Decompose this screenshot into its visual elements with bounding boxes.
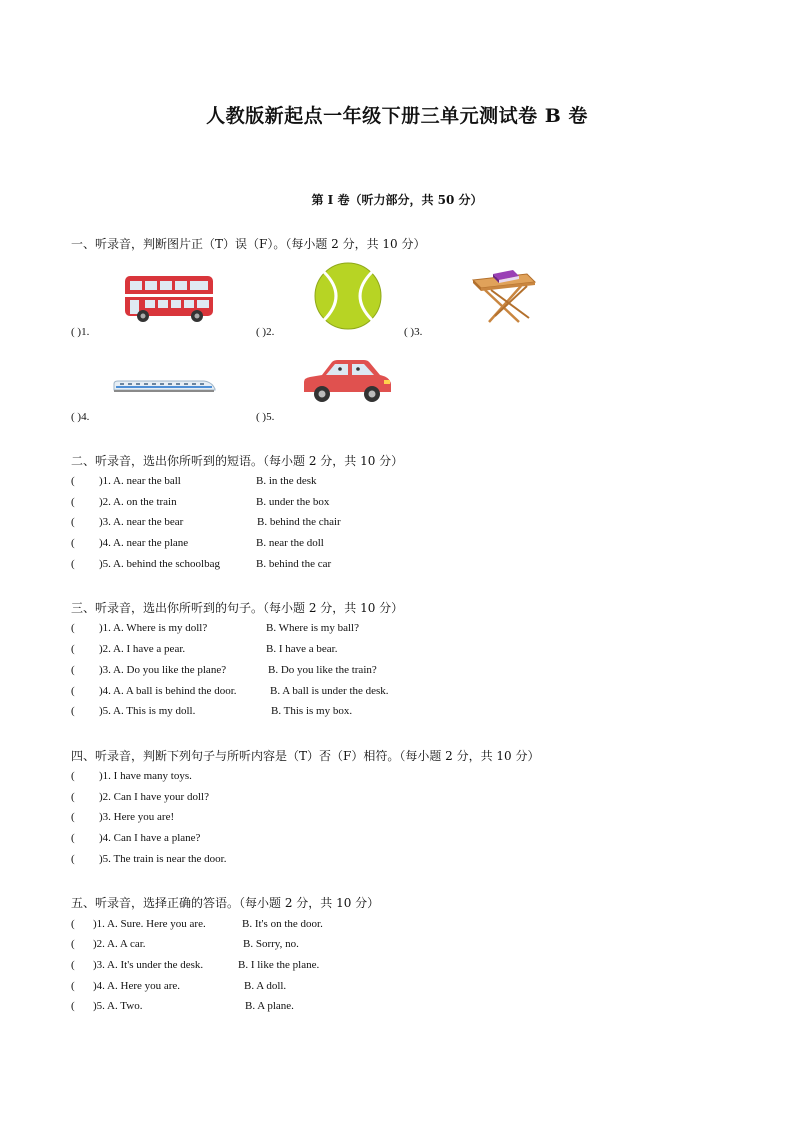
section5-heading: 五、听录音，选择正确的答语。（每小题 2 分，共 10 分） — [71, 896, 380, 910]
option-b: B. A doll. — [244, 980, 287, 992]
option-a: )2. A. on the train — [99, 496, 177, 508]
section1-item-1: ( )1. — [71, 326, 90, 338]
list-item-paren: ( — [71, 791, 75, 803]
list-item-paren: ( — [71, 832, 75, 844]
statement: )2. Can I have your doll? — [99, 791, 209, 803]
section1-item-4: ( )4. — [71, 411, 90, 423]
option-a: )3. A. near the bear — [99, 516, 184, 528]
list-item-paren: ( — [71, 664, 75, 676]
list-item-paren: ( — [71, 685, 75, 697]
option-b: B. Sorry, no. — [243, 938, 299, 950]
option-b: B. Do you like the train? — [268, 664, 377, 676]
option-b: B. Where is my ball? — [266, 622, 359, 634]
list-item-paren: ( — [71, 558, 75, 570]
option-b: B. I like the plane. — [238, 959, 320, 971]
listening-part-subtitle: 第 I 卷（听力部分，共 50 分） — [311, 193, 483, 207]
option-b: B. behind the car — [256, 558, 332, 570]
section2-heading: 二、听录音，选出你所听到的短语。（每小题 2 分，共 10 分） — [71, 454, 404, 468]
option-a: )1. A. near the ball — [99, 475, 181, 487]
list-item-paren: ( — [71, 811, 75, 823]
section4-heading: 四、听录音，判断下列句子与所听内容是（T）否（F）相符。（每小题 2 分，共 10 分） — [71, 749, 540, 763]
section1-heading: 一、听录音，判断图片正（T）误（F）。（每小题 2 分，共 10 分） — [71, 237, 426, 251]
option-b: B. in the desk — [256, 475, 317, 487]
option-b: B. A plane. — [245, 1000, 294, 1012]
option-b: B. A ball is under the desk. — [270, 685, 389, 697]
list-item-paren: ( — [71, 705, 75, 717]
option-a: )4. A. Here you are. — [93, 980, 181, 992]
section1-item-3: ( )3. — [404, 326, 423, 338]
option-a: )1. A. Where is my doll? — [99, 622, 208, 634]
list-item-paren: ( — [71, 496, 75, 508]
option-a: )3. A. Do you like the plane? — [99, 664, 227, 676]
list-item-paren: ( — [71, 516, 75, 528]
option-a: )3. A. It's under the desk. — [93, 959, 204, 971]
option-a: )5. A. behind the schoolbag — [99, 558, 220, 570]
list-item-paren: ( — [71, 938, 75, 950]
section1-item-5: ( )5. — [256, 411, 275, 423]
section3-heading: 三、听录音，选出你所听到的句子。（每小题 2 分，共 10 分） — [71, 601, 404, 615]
option-a: )2. A. I have a pear. — [99, 643, 186, 655]
list-item-paren: ( — [71, 622, 75, 634]
list-item-paren: ( — [71, 1000, 75, 1012]
list-item-paren: ( — [71, 770, 75, 782]
option-b: B. under the box — [256, 496, 330, 508]
list-item-paren: ( — [71, 853, 75, 865]
section1-item-2: ( )2. — [256, 326, 275, 338]
list-item-paren: ( — [71, 475, 75, 487]
option-b: B. This is my box. — [271, 705, 353, 717]
tennis-ball-icon — [314, 262, 382, 330]
statement: )3. Here you are! — [99, 811, 175, 823]
statement: )5. The train is near the door. — [99, 853, 227, 865]
bus-icon — [123, 274, 217, 324]
option-b: B. behind the chair — [257, 516, 341, 528]
option-b: B. It's on the door. — [242, 918, 323, 930]
statement: )4. Can I have a plane? — [99, 832, 201, 844]
option-a: )1. A. Sure. Here you are. — [93, 918, 206, 930]
list-item-paren: ( — [71, 643, 75, 655]
list-item-paren: ( — [71, 959, 75, 971]
option-a: )4. A. A ball is behind the door. — [99, 685, 237, 697]
car-icon — [300, 358, 394, 404]
statement: )1. I have many toys. — [99, 770, 192, 782]
option-a: )5. A. Two. — [93, 1000, 143, 1012]
table-with-book-icon — [469, 268, 537, 326]
option-a: )5. A. This is my doll. — [99, 705, 196, 717]
option-a: )2. A. A car. — [93, 938, 146, 950]
page-title: 人教版新起点一年级下册三单元测试卷 B 卷 — [206, 105, 588, 127]
option-b: B. near the doll — [256, 537, 324, 549]
train-icon — [112, 378, 216, 394]
option-b: B. I have a bear. — [266, 643, 338, 655]
option-a: )4. A. near the plane — [99, 537, 189, 549]
list-item-paren: ( — [71, 980, 75, 992]
list-item-paren: ( — [71, 918, 75, 930]
list-item-paren: ( — [71, 537, 75, 549]
